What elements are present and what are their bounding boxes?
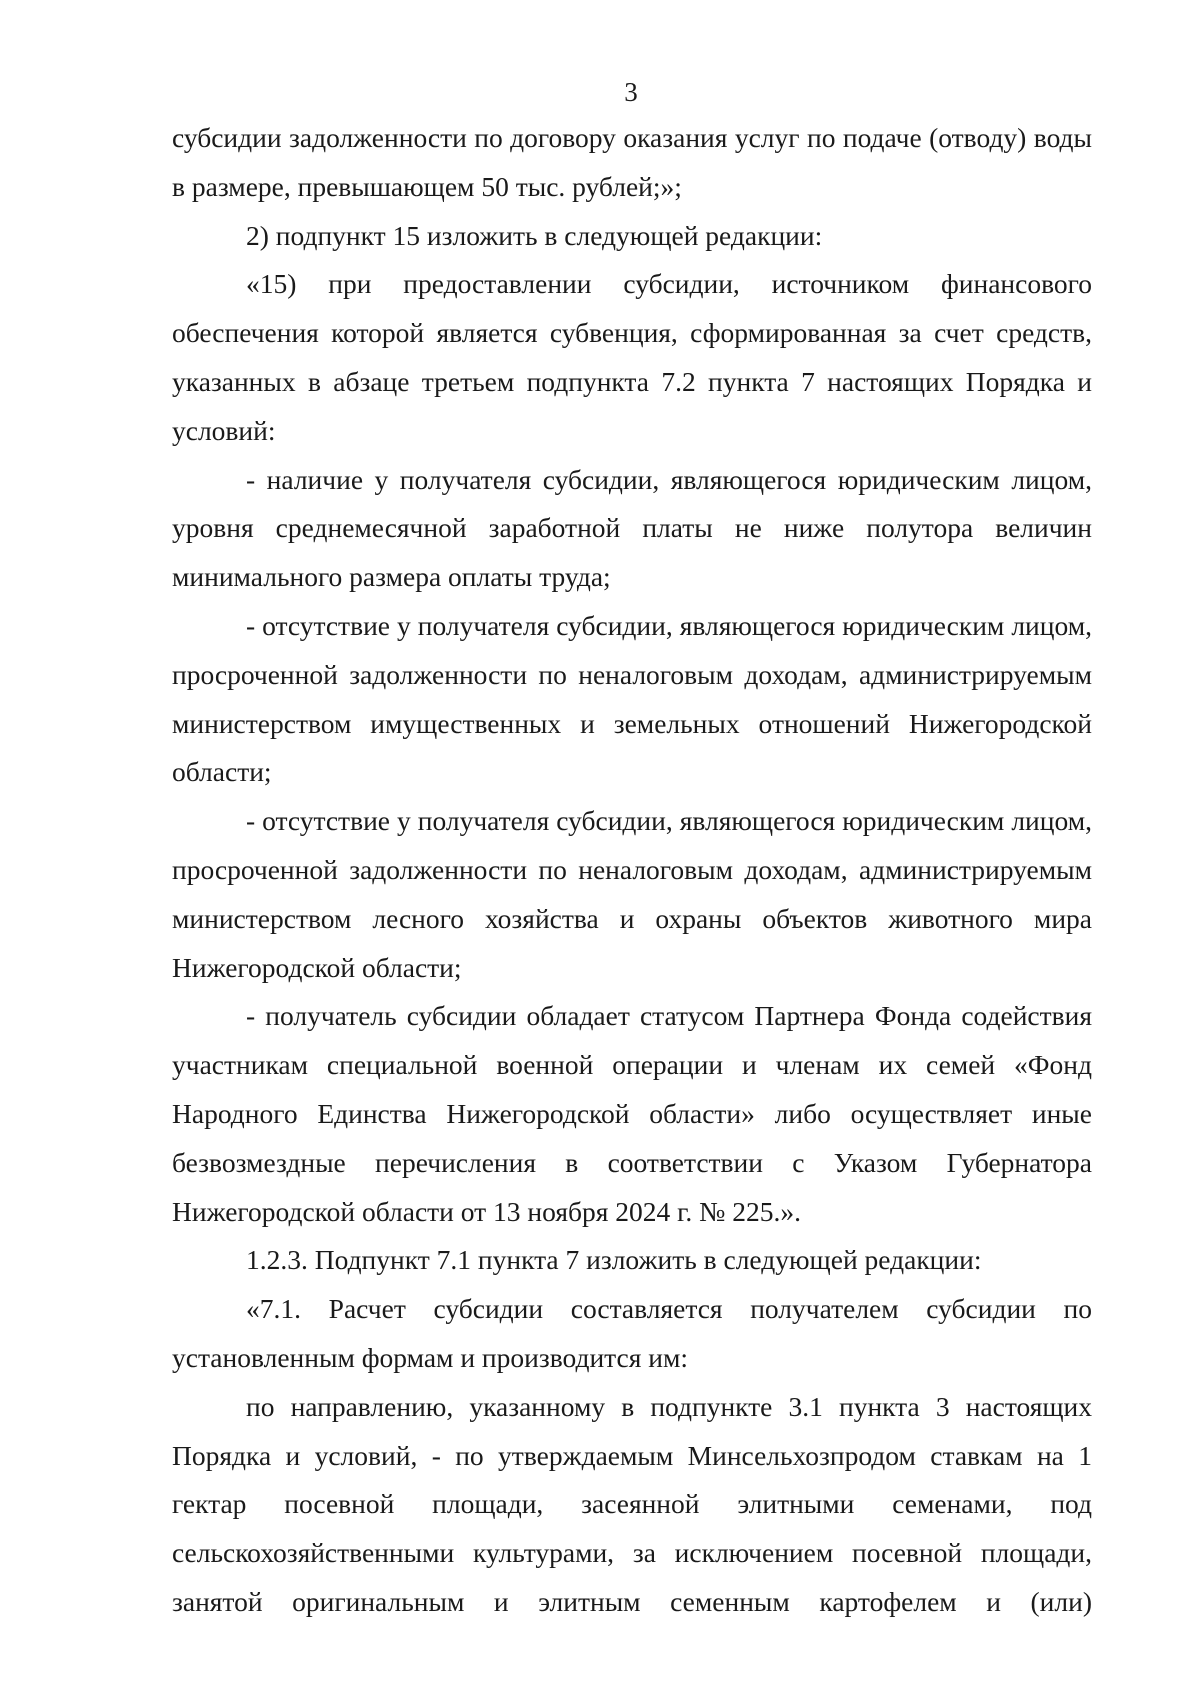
paragraph: - наличие у получателя субсидии, являющегося юридическим лицом, уровня среднемесячной заработной платы не ниже полутора величин минимального размера оплаты труда;: [172, 463, 1092, 593]
paragraph: по направлению, указанному в подпункте 3.1 пункта 3 настоящих Порядка и условий, - по утверждаемым Минсельхозпродом ставкам на 1 гектар посевной площади, засеянной элитными семенами, под сельскохозяйственными культурами, за исключением посевной площади, занятой оригинальным и элитным семенным картофелем и (или): [172, 1390, 1092, 1617]
paragraph: - отсутствие у получателя субсидии, являющегося юридическим лицом, просроченной задолженности по неналоговым доходам, администрируемым министерством имущественных и земельных отношений Нижегородской области;: [172, 609, 1092, 788]
document-body: [172, 114, 1092, 1627]
paragraph: «15) при предоставлении субсидии, источником финансового обеспечения которой является субвенция, сформированная за счет средств, указанных в абзаце третьем подпункта 7.2 пункта 7 настоящих Порядка и условий:: [172, 268, 1092, 446]
paragraph: субсидии задолженности по договору оказания услуг по подаче (отводу) воды в размере, превышающем 50 тыс. рублей;»;: [172, 122, 1092, 202]
paragraph: 2) подпункт 15 изложить в следующей редакции:: [246, 219, 823, 251]
paragraph: - отсутствие у получателя субсидии, являющегося юридическим лицом, просроченной задолженности по неналоговым доходам, администрируемым министерством лесного хозяйства и охраны объектов животного мира Нижегородской области;: [172, 805, 1092, 983]
paragraph: «7.1. Расчет субсидии составляется получателем субсидии по установленным формам и производится им:: [172, 1293, 1092, 1373]
paragraph: - получатель субсидии обладает статусом Партнера Фонда содействия участникам специальной военной операции и членам их семей «Фонд Народного Единства Нижегородской области» либо осуществляет иные безвозмездные перечисления в соответствии с Указом Губернатора Нижегородской области от 13 ноября 2024 г. № 225.».: [172, 1000, 1092, 1227]
page-number: 3: [624, 77, 638, 107]
paragraph: 1.2.3. Подпункт 7.1 пункта 7 изложить в следующей редакции:: [246, 1244, 982, 1276]
